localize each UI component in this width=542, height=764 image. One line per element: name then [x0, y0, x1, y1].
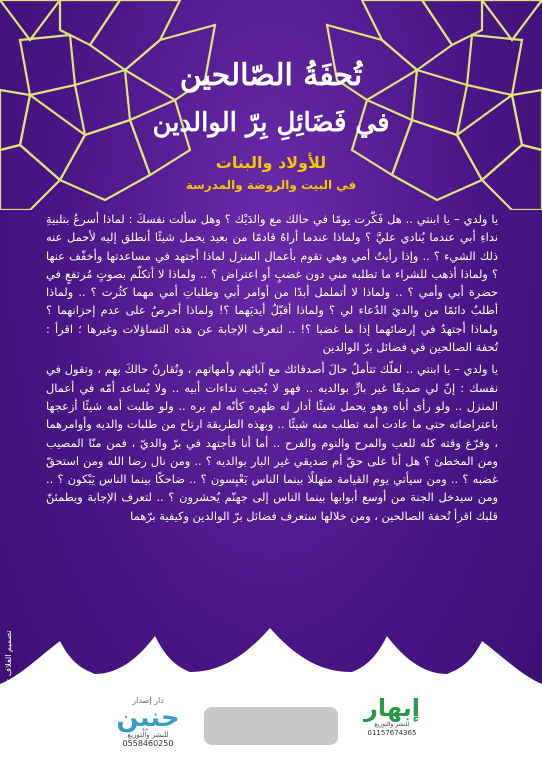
design-credit: تصميم الغلاف : شريف عبدالله [4, 630, 13, 731]
book-title-line2: في فَضَائِلِ بِرّ الوالدين [152, 108, 390, 138]
publisher-name-hanin: حنين [116, 703, 180, 733]
publisher-phone-hanin: 0558460250 [122, 739, 174, 748]
publisher-prefix: دار إصدار [132, 696, 164, 705]
publisher-logo-hanin [108, 696, 188, 754]
publisher-sub-ibhar: للنشر والتوزيع [374, 721, 410, 728]
paragraph-2: يا ولدي – يا ابنتي .. لعلّك تتأملُ حالَ أصدقائك مع آبائهم وأمهاتهم ، وتُقارنُ حالكَ بهم ، وتقول في نفسك : إنّ لي صديقًا غير بارٍّ بوالديه .. فهو لا يُجيب نداءات أبيه .. ولا يُساعد أمّه في أعمال المنزل .. ولو رأى أباه وهو يحمل شيئًا أدار له ظهره كأنّه لم يره .. ولو طلبت أمه شيئًا أزعجها باعتراضاته حتى ما عادت أمه تطلب منه شيئًا .. وبهذه الطريقة ارتاح من طلبات والديه وأوامرهما ، وفرّغ وقته كله للعب والمرح والنوم والفرح .. أما أنا فأجتهد في برّ والديّ ، فمن منّا المصيب ومن المخطئ ؟ هل أنا على حقّ أم صديقي غير البار بوالديه ؟ .. ومن نال رضا الله ومن استحقّ غضبه ؟ .. ومن سيأتي يوم القيامة متهللًا بينما الناس يَعْبِسون ؟ .. ضاحكًا بينما الناس يَبْكون ؟ .. ومن سيدخل الجنة من أوسع أبوابها بينما الناس إلى جهنّم يُحشرون ؟ .. لتعرف الإجابة ويطمئنّ قلبك اقرأ تُحفة الصالحين ، ومن خلالها ستعرف فضائل برّ الوالدين وكيفية برّهما [46, 362, 498, 523]
subtitle-setting: في البيت والروضة والمدرسة [185, 178, 357, 192]
barcode-placeholder [204, 707, 338, 745]
paragraph-1: يا ولدي – يا ابنتي .. هل فَكّرت يومًا في حالك مع والدَيْك ؟ وهل سألت نفسكَ : لماذا أسرعُ بتلبيةِ نداءِ أبي عندما يُنادي عليَّ ؟ ولماذا عندما أراهُ قادمًا من بعيد يحمل شيئًا أنطلق إليه لأحمل عنه ذلك الشيء ؟ .. وإذا رأيتُ أمي وهي تقوم بأعمال المنزل لماذا أجتهد في مساعدتها وأخفّف عنها ؟ ولماذا أذهب للشراء ما تطلبه مني دون غضبٍ أو اعتراض ؟ .. ولماذا لا أتكلّم بصوتٍ مُرتفعٍ في حضرة أبي وأمي ؟ .. ولماذا لا أتململ أبدًا من أوامر أبي وطلباتِ أمي مهما كثُرت ؟ .. ولماذا أطلبُ دائمًا من والديَ الدُعاء لي ؟ ولماذا أقبّلُ أيديَهما ؟! ولماذا أحرصُ على عدم إحزانهما ؟ ولماذا أجتهدُ في إرضائهما إذا ما غضبا ؟! .. لتعرف الإجابة عن هذه التساؤلات وغيرها ؛ اقرأ : تُحفة الصالحين في فضائل برّ الوالدين [46, 212, 498, 355]
publisher-logo-ibhar [354, 695, 430, 755]
back-cover-text [46, 210, 498, 529]
publisher-name-ibhar: إبهار [364, 694, 420, 722]
publisher-sub-hanin: للنشر والتوزيع [127, 731, 169, 739]
book-title: تُحفَةُ الصّالحين [179, 58, 363, 93]
publisher-phone-ibhar: 01157674365 [367, 729, 417, 737]
subtitle-audience: للأولاد والبنات [215, 153, 327, 172]
